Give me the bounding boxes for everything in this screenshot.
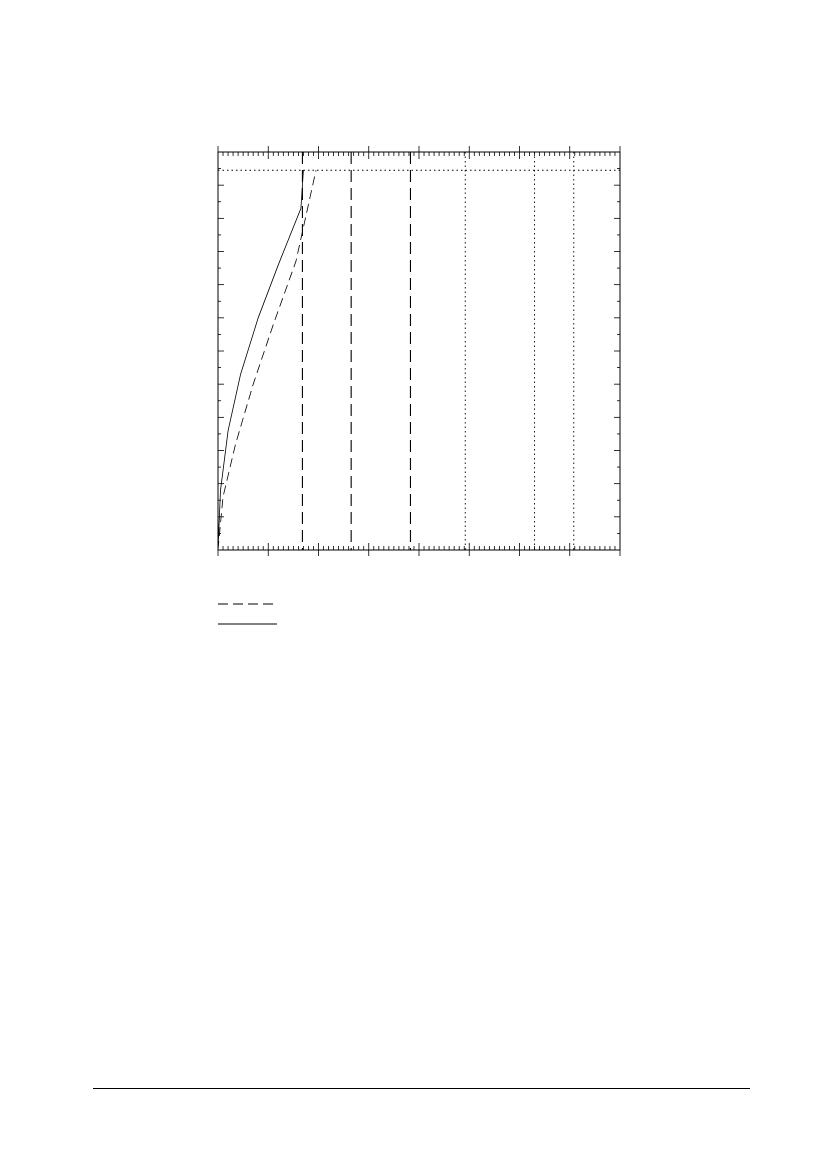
- series-line-solid: [218, 170, 303, 550]
- series-lines: [218, 170, 316, 550]
- series-line-dashed: [218, 170, 316, 550]
- reference-lines: [218, 152, 620, 550]
- footer-rule: [93, 1088, 750, 1089]
- legend: [218, 604, 277, 624]
- plot-frame: [218, 152, 620, 550]
- axis-ticks: [218, 146, 620, 556]
